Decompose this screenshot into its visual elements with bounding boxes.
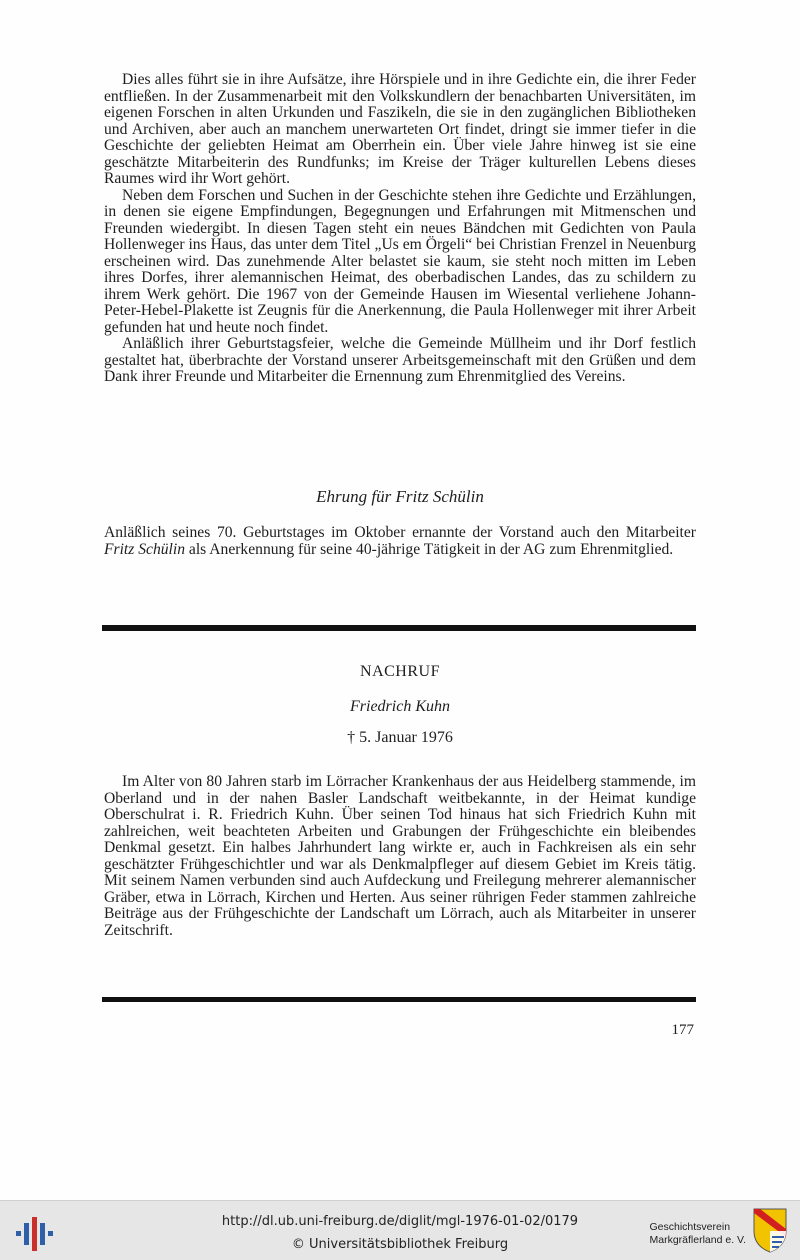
society-name — [650, 1221, 747, 1247]
obituary-paragraph: Im Alter von 80 Jahren starb im Lörracher Krankenhaus der aus Heidelberg stammende, im Oberland und in der nahen Basler Landschaft weitbekannte, in der Heimat kundige Oberschulrat i. R. Friedrich Kuhn. Über seinen Tod hinaus hat sich Friedrich Kuhn mit zahlreichen, weit beachteten Arbeiten und Grabungen der Frühgeschichte ein bleibendes Denkmal gesetzt. Ein halbes Jahrhundert lang wirkte er, auch in Fachkreisen als ein sehr geschätzter Frühgeschichtler und war als Denkmalpfleger auf diesem Gebiet im Kreis tätig. Mit seinem Namen verbunden sind auch Aufdeckung und Freilegung mehrerer alemannischer Gräber, etwa in Lörrach, Kirchen und Herten. Aus seiner rührigen Feder stammen zahlreiche Beiträge aus der Frühgeschichte der Landschaft um Lörrach, auch als Mitarbeiter in unserer Zeitschrift. — [104, 773, 696, 939]
end-rule — [102, 997, 696, 1002]
obituary-name: Friedrich Kuhn — [350, 698, 450, 715]
society-line-1: Geschichtsverein — [649, 1221, 731, 1233]
obituary-section — [104, 774, 696, 939]
paragraph: Neben dem Forschen und Suchen in der Geschichte stehen ihre Gedichte und Erzählungen, in denen sie eigene Empfindungen, Begegnungen und Erfahrungen mit Mitmenschen und Freunden wiedergibt. In diesen Tagen steht ein neues Bändchen mit Gedichten von Paula Hollenweger ins Haus, das unter dem Titel „Us em Örgeli“ bei Christian Frenzel in Neuenburg erscheinen wird. Das zunehmende Alter belastet sie kaum, sie steht noch mitten im Leben ihres Dorfes, ihrer alemannischen Heimat, des oberbadischen Landes, das zu schildern zu ihrem Werk gehört. Die 1967 von der Gemeinde Hausen im Wiesental verliehene Johann-Peter-Hebel-Plakette ist Zeugnis für die Anerkennung, die Paula Hollenweger mit ihrer Arbeit gefunden hat und heute noch findet. — [104, 186, 696, 336]
honor-name: Fritz Schülin — [104, 540, 185, 558]
permalink-url[interactable]: http://dl.ub.uni-freiburg.de/diglit/mgl-1976-01-02/0179 — [221, 1214, 579, 1229]
honor-text-before: Anläßlich seines 70. Geburtstages im Oktober ernannte der Vorstand auch den Mitarbeiter — [104, 524, 696, 541]
obituary-heading: NACHRUF — [360, 663, 440, 680]
section-rule — [102, 625, 696, 631]
society-line-2: Markgräflerland e. V. — [649, 1234, 746, 1246]
footer-bar — [0, 1200, 800, 1260]
paragraph: Anläßlich ihrer Geburtstagsfeier, welche die Gemeinde Müllheim und ihr Dorf festlich gestaltet hat, überbrachte der Vorstand unserer Arbeitsgemeinschaft mit den Grüßen und dem Dank ihrer Freunde und Mitarbeiter die Ernennung zum Ehrenmitglied des Vereins. — [104, 335, 696, 385]
copyright-notice: © Universitätsbibliothek Freiburg — [291, 1237, 509, 1252]
honor-text-after: als Anerkennung für seine 40-jährige Tätigkeit in der AG zum Ehrenmitglied. — [185, 540, 674, 558]
honor-section — [104, 525, 696, 558]
paragraph: Dies alles führt sie in ihre Aufsätze, ihre Hörspiele und in ihre Gedichte ein, die ihrer Feder entfließen. In der Zusammenarbeit mit den Volkskundlern der benachbarten Universitäten, im eigenen Forschen in alten Urkunden und Faszikeln, die sie in den zugänglichen Bibliotheken und Archiven, aber auch an manchem unerwarteten Ort findet, dringt sie immer tiefer in die Geschichte der geliebten Heimat am Oberrhein ein. Über viele Jahre hinweg ist sie eine geschätzte Mitarbeiterin des Rundfunks; im Kreise der Träger kulturellen Lebens dieses Raumes wird ihr Wort gehört. — [104, 71, 696, 187]
obituary-date: † 5. Januar 1976 — [347, 729, 453, 746]
page-number: 177 — [671, 1022, 694, 1038]
coat-of-arms-icon — [752, 1207, 788, 1253]
honor-paragraph — [104, 525, 696, 558]
honor-heading: Ehrung für Fritz Schülin — [316, 487, 484, 506]
article-continuation — [104, 72, 696, 386]
